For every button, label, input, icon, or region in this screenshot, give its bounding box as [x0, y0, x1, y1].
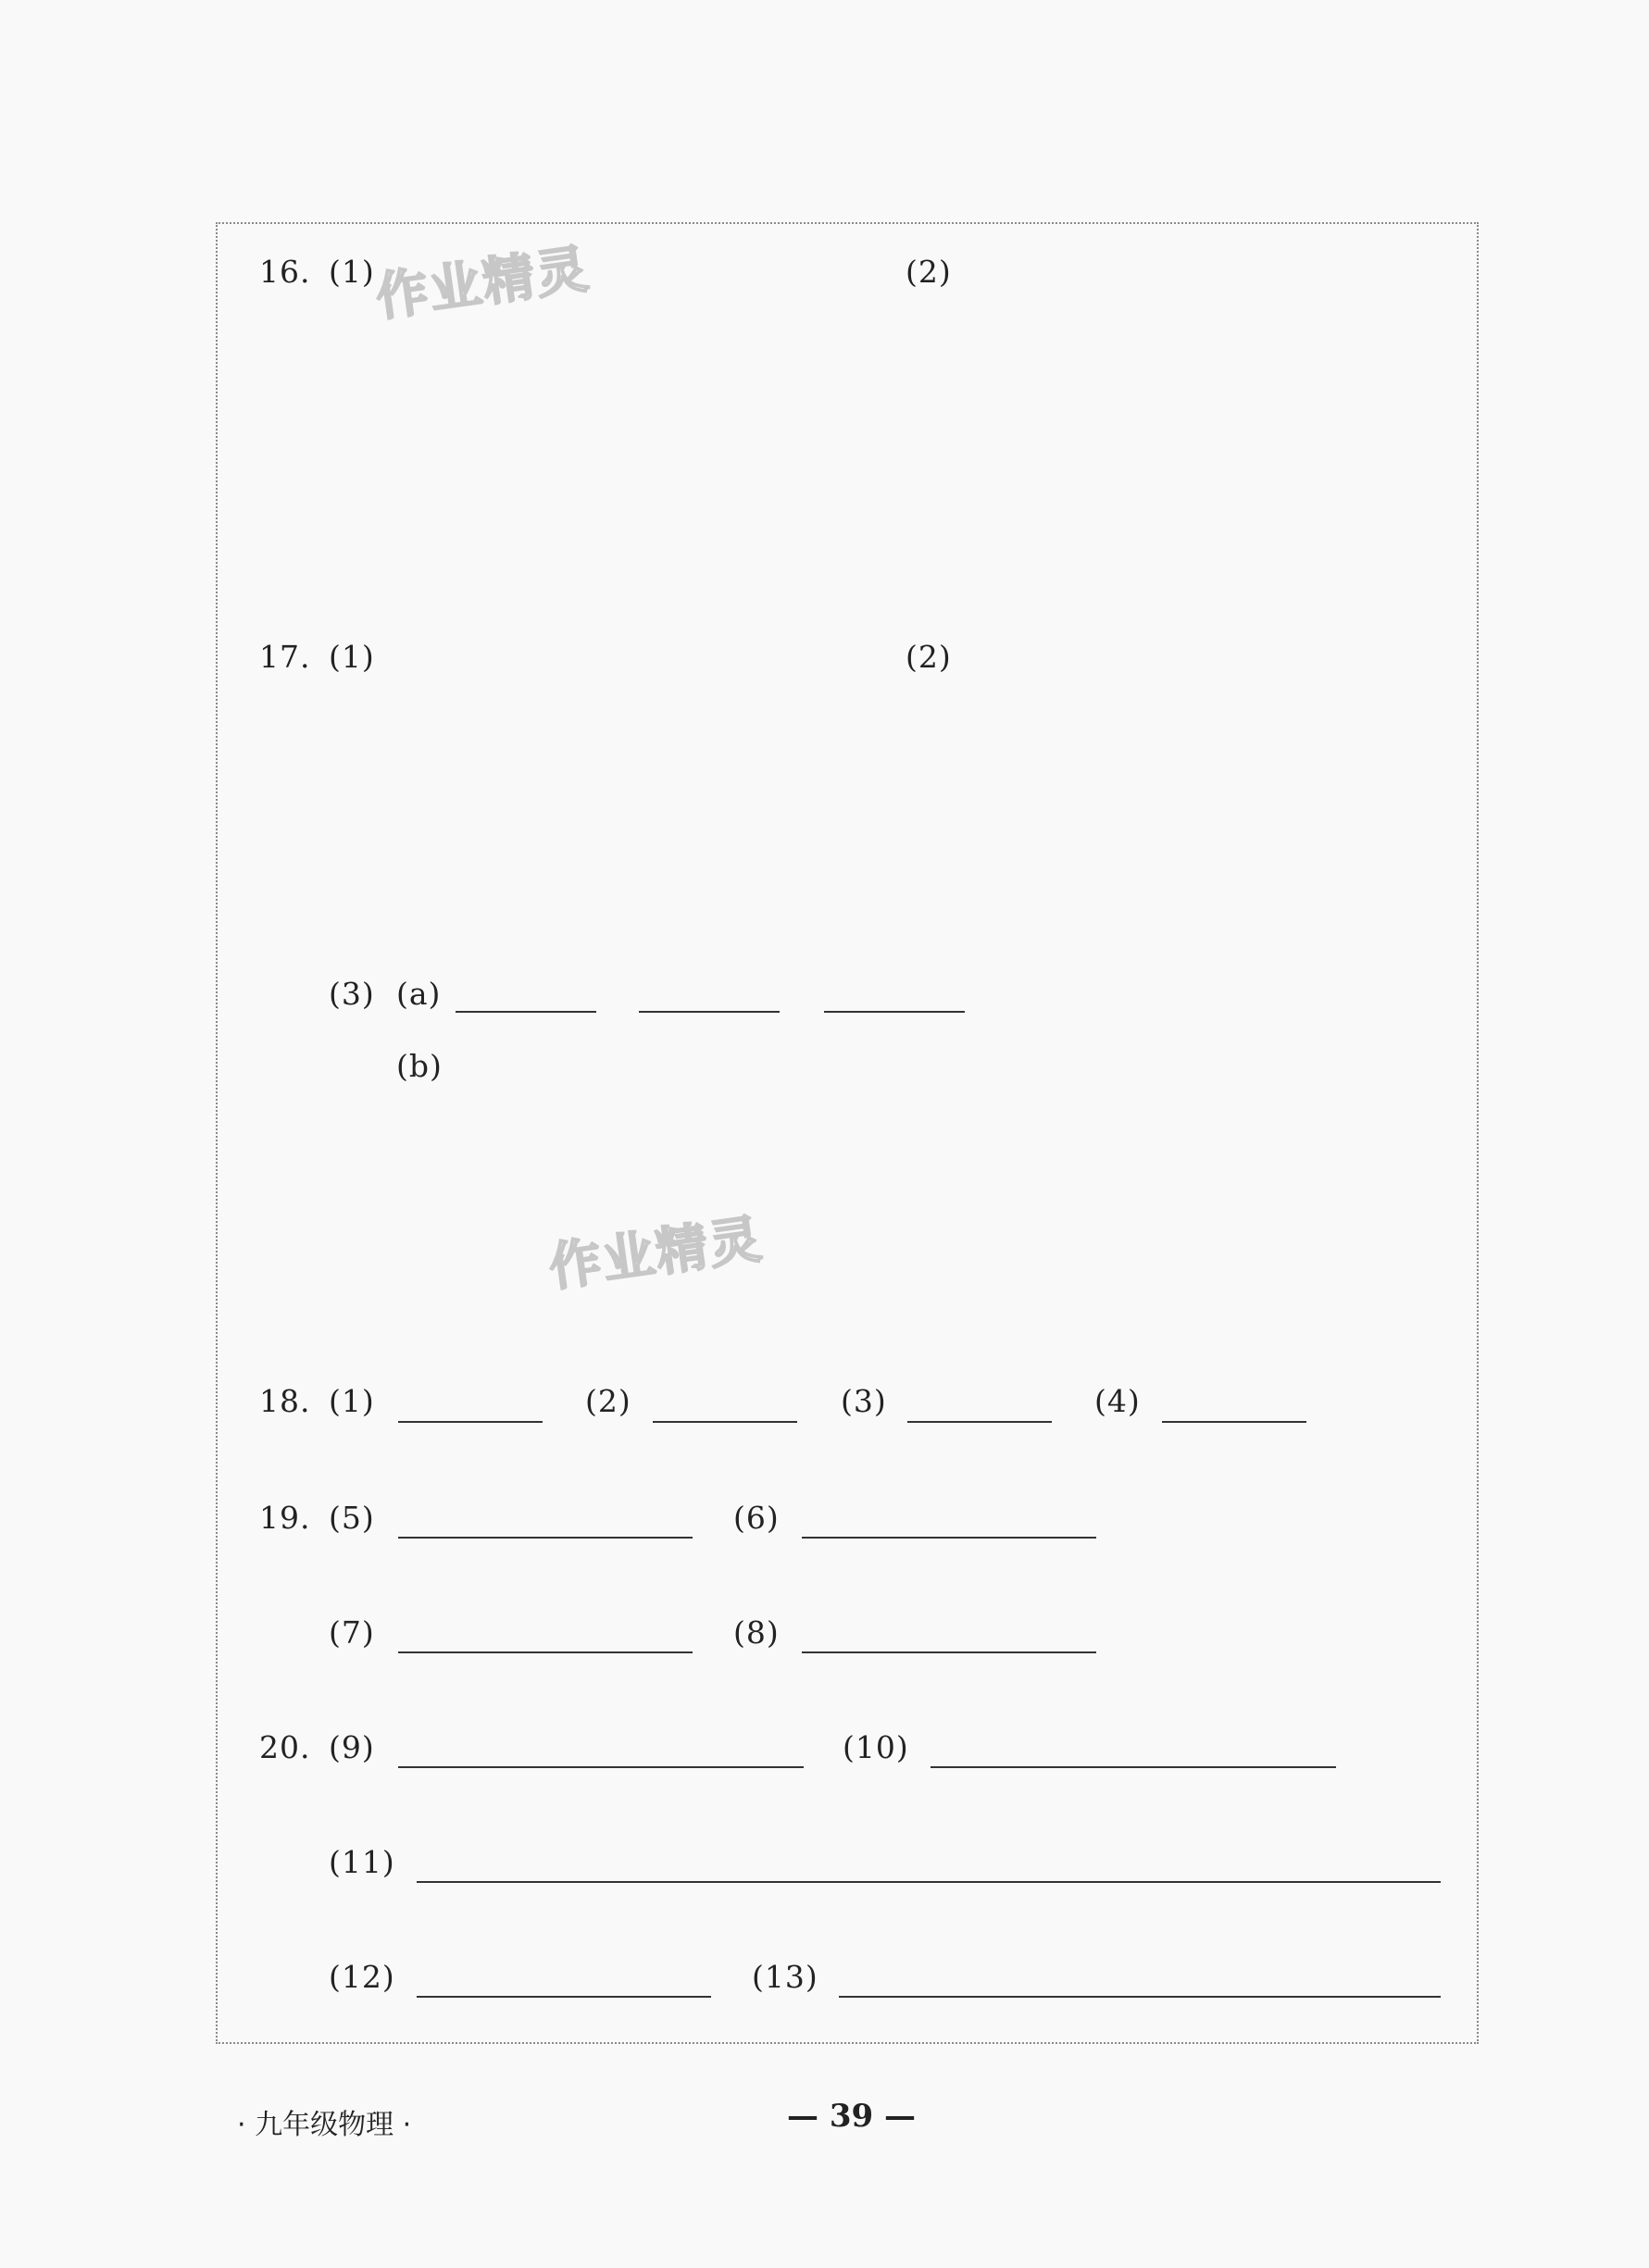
question-number: 20.	[259, 1729, 311, 1765]
part-label: (2)	[906, 639, 952, 675]
part-label: (5)	[329, 1500, 375, 1536]
answer-blank[interactable]	[824, 1011, 965, 1013]
answer-blank[interactable]	[456, 1011, 596, 1013]
subject-footer: · 九年级物理 ·	[237, 2109, 412, 2141]
part-label: (3)	[841, 1383, 887, 1419]
part-label: (1)	[329, 254, 375, 290]
answer-blank[interactable]	[639, 1011, 780, 1013]
answer-blank[interactable]	[398, 1421, 543, 1423]
part-label: (8)	[733, 1614, 780, 1651]
part-label: (1)	[329, 639, 375, 675]
subpart-label: (b)	[396, 1048, 443, 1084]
answer-blank[interactable]	[931, 1766, 1336, 1768]
question-number: 16.	[259, 254, 311, 290]
watermark-logo: 作业精灵	[545, 1209, 768, 1299]
answer-blank[interactable]	[417, 1996, 711, 1998]
page-number: — 39 —	[787, 2098, 916, 2135]
answer-blank[interactable]	[1162, 1421, 1306, 1423]
part-label: (3)	[329, 976, 375, 1012]
part-label: (2)	[585, 1383, 631, 1419]
answer-blank[interactable]	[839, 1996, 1441, 1998]
question-number: 17.	[259, 639, 311, 675]
part-label: (1)	[329, 1383, 375, 1419]
watermark-logo: 作业精灵	[372, 239, 594, 329]
part-label: (10)	[843, 1729, 909, 1765]
answer-blank[interactable]	[802, 1537, 1096, 1539]
part-label: (7)	[329, 1614, 375, 1651]
answer-sheet-frame	[216, 222, 1479, 2044]
answer-blank[interactable]	[802, 1651, 1096, 1653]
part-label: (12)	[329, 1959, 395, 1995]
answer-blank[interactable]	[398, 1766, 804, 1768]
part-label: (9)	[329, 1729, 375, 1765]
part-label: (4)	[1094, 1383, 1141, 1419]
question-number: 19.	[259, 1500, 311, 1536]
answer-blank[interactable]	[907, 1421, 1052, 1423]
part-label: (2)	[906, 254, 952, 290]
subpart-label: (a)	[396, 976, 442, 1012]
answer-blank[interactable]	[653, 1421, 797, 1423]
part-label: (11)	[329, 1844, 395, 1880]
answer-blank[interactable]	[398, 1651, 693, 1653]
part-label: (13)	[752, 1959, 818, 1995]
answer-blank[interactable]	[398, 1537, 693, 1539]
part-label: (6)	[733, 1500, 780, 1536]
question-number: 18.	[259, 1383, 311, 1419]
answer-blank[interactable]	[417, 1881, 1441, 1883]
